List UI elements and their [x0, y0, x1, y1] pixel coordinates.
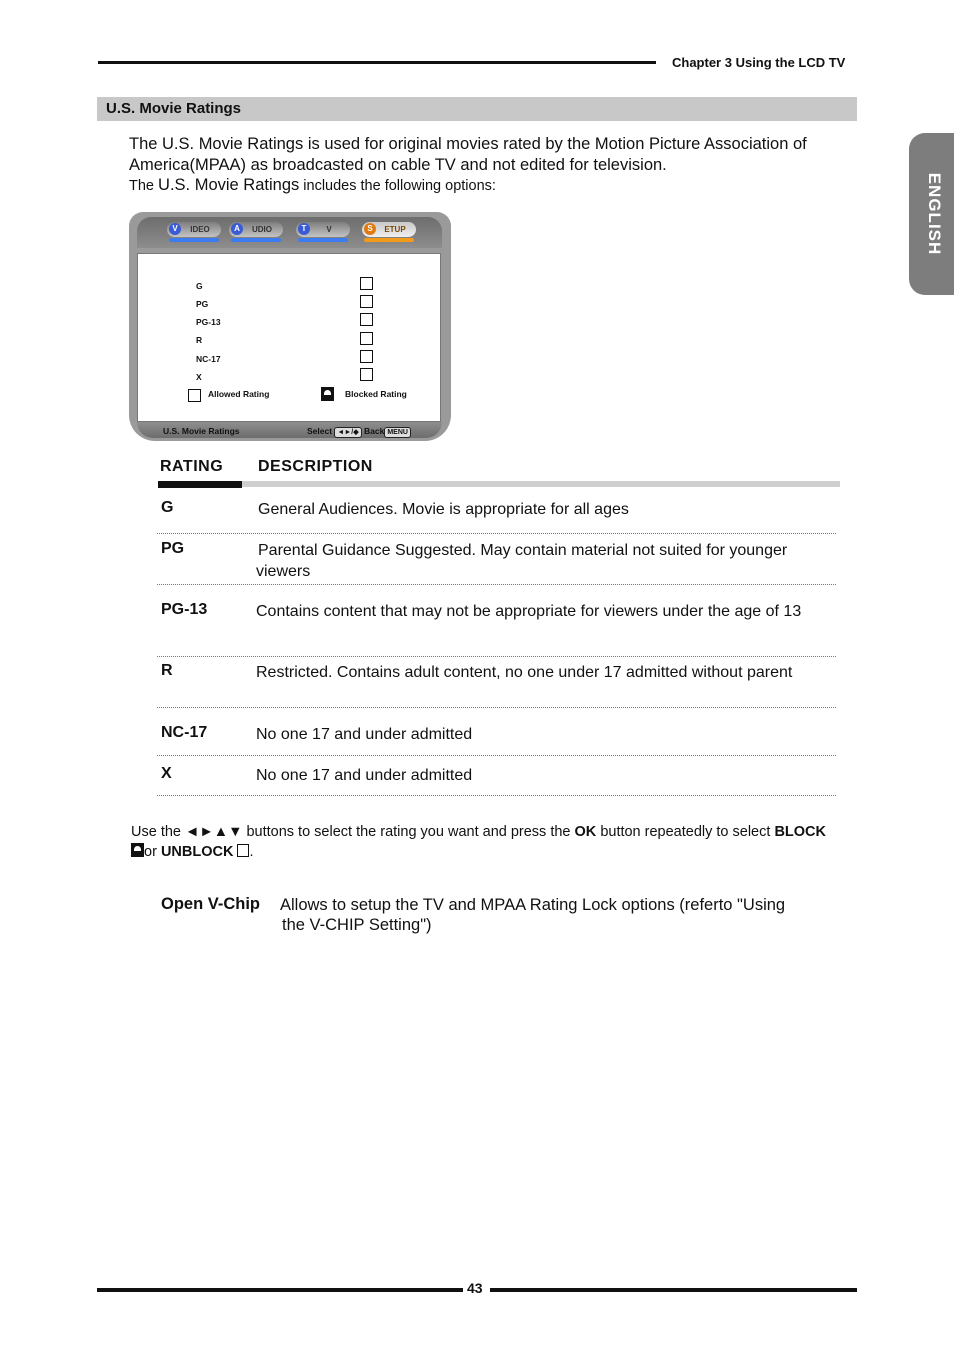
usage-or: or	[144, 844, 157, 860]
osd-audio-button[interactable]	[229, 222, 283, 237]
osd-video-button[interactable]	[167, 222, 221, 237]
osd-footer-title: U.S. Movie Ratings	[163, 426, 240, 436]
osd-tv-underline	[298, 238, 348, 242]
table-row-divider	[157, 795, 836, 796]
osd-menu-key: MENU	[384, 427, 411, 438]
intro-prefix: The	[129, 178, 154, 194]
table-row-description: No one 17 and under admitted	[256, 726, 473, 743]
osd-blocked-icon	[321, 387, 334, 401]
osd-checkbox-x[interactable]	[360, 368, 373, 381]
unblock-box-icon	[237, 844, 249, 857]
osd-video-underline	[169, 238, 219, 242]
osd-tv-label: V	[326, 225, 332, 234]
intro-options-line	[129, 176, 496, 195]
table-row-divider	[157, 656, 836, 657]
table-row-rating: PG-13	[161, 601, 208, 618]
table-header-rating: RATING	[160, 458, 224, 475]
table-row-rating: PG	[161, 540, 185, 557]
ok-button-label: OK	[574, 824, 597, 840]
intro-menu-name: U.S. Movie Ratings	[158, 176, 300, 194]
osd-allowed-icon	[188, 389, 201, 402]
osd-checkbox-nc17[interactable]	[360, 350, 373, 363]
table-row-divider	[157, 755, 836, 756]
open-vchip-description: Allows to setup the TV and MPAA Rating Lock options (referto "Using	[280, 896, 786, 914]
table-header-description: DESCRIPTION	[258, 458, 373, 475]
osd-setup-button[interactable]	[362, 222, 416, 237]
open-vchip-description-cont: the V-CHIP Setting")	[282, 916, 432, 934]
table-row-divider	[157, 584, 836, 585]
osd-footer-hints	[307, 426, 411, 438]
open-vchip-label: Open V-Chip	[161, 895, 260, 913]
table-row-description: Contains content that may not be appropriate for viewers under the age of 13	[256, 603, 802, 620]
osd-audio-underline	[231, 238, 281, 242]
table-row-divider	[157, 707, 836, 708]
osd-rating-pg: PG	[196, 299, 209, 309]
osd-rating-g: G	[196, 281, 203, 291]
table-row-rating: R	[161, 662, 173, 679]
table-row-description: Restricted. Contains adult content, no one under 17 admitted without parent	[256, 664, 793, 681]
table-row-description: General Audiences. Movie is appropriate for all ages	[258, 501, 629, 518]
usage-end: .	[249, 844, 254, 860]
osd-audio-letter: A	[231, 223, 243, 235]
osd-setup-underline	[364, 238, 414, 242]
osd-tv-button[interactable]	[296, 222, 350, 237]
osd-setup-letter: S	[364, 223, 376, 235]
osd-checkbox-pg[interactable]	[360, 295, 373, 308]
footer-rule-right	[490, 1288, 857, 1292]
table-header-rule	[158, 481, 840, 487]
table-header-rule-accent	[158, 481, 242, 488]
osd-back-label: Back	[363, 426, 385, 436]
osd-allowed-label: Allowed Rating	[208, 389, 270, 399]
arrow-keys-icon: ◄►▲▼	[185, 824, 243, 840]
unblock-label: UNBLOCK	[160, 844, 234, 860]
usage-text-3: button repeatedly to select	[600, 824, 771, 840]
osd-audio-label: UDIO	[252, 225, 272, 234]
osd-video-letter: V	[169, 223, 181, 235]
intro-paragraph: The U.S. Movie Ratings is used for original movies rated by the Motion Picture Association of America(MPAA) as broadcasted on cable TV and not edited for television.	[129, 135, 807, 174]
osd-select-keys: ◄►/◆	[334, 427, 361, 438]
osd-video-label: IDEO	[190, 225, 210, 234]
table-row-rating: G	[161, 499, 174, 516]
usage-text-2: buttons to select the rating you want and press the	[246, 824, 571, 840]
table-row-rating: NC-17	[161, 724, 208, 741]
footer-rule-left	[97, 1288, 463, 1292]
section-title: U.S. Movie Ratings	[106, 100, 242, 117]
table-row-description: Parental Guidance Suggested. May contain material not suited for younger viewers	[256, 542, 788, 580]
header-rule	[98, 61, 656, 64]
page-number: 43	[467, 1280, 483, 1296]
osd-blocked-label: Blocked Rating	[345, 389, 407, 399]
chapter-title: Chapter 3 Using the LCD TV	[672, 55, 846, 70]
osd-select-label: Select	[307, 426, 333, 436]
osd-checkbox-pg13[interactable]	[360, 313, 373, 326]
osd-checkbox-r[interactable]	[360, 332, 373, 345]
block-label: BLOCK	[774, 824, 826, 840]
osd-tv-letter: T	[298, 223, 310, 235]
osd-rating-nc17: NC-17	[196, 354, 221, 364]
usage-text-1: Use the	[131, 824, 181, 840]
table-row-rating: X	[161, 765, 172, 782]
table-row-divider	[157, 533, 836, 534]
language-tab-label: ENGLISH	[925, 172, 944, 256]
osd-rating-r: R	[196, 335, 203, 345]
osd-setup-label: ETUP	[384, 225, 406, 234]
usage-instructions	[131, 822, 831, 862]
osd-rating-x: X	[196, 372, 202, 382]
osd-checkbox-g[interactable]	[360, 277, 373, 290]
table-row-description: No one 17 and under admitted	[256, 767, 473, 784]
osd-rating-pg13: PG-13	[196, 317, 221, 327]
intro-suffix: includes the following options:	[303, 178, 496, 194]
block-lock-icon	[131, 843, 144, 857]
